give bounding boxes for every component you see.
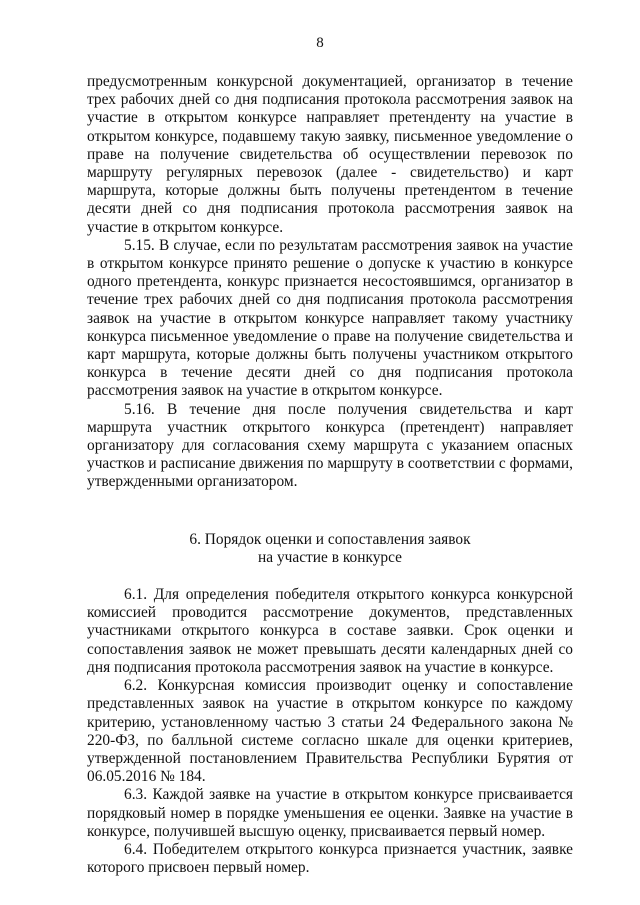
paragraph-6-1: 6.1. Для определения победителя открытого конкурса конкурсной комиссией проводится рассмотрение документов, представленных участниками открытого конкурса в составе заявки. Срок оценки и сопоставления заявок не может превышать десяти календарных дней со дня подписания протокола рассмотрения заявок на участие в конкурсе. [87,586,573,676]
document-body [87,73,573,877]
paragraph-6-3: 6.3. Каждой заявке на участие в открытом конкурсе присваивается порядковый номер в порядке уменьшения ее оценки. Заявке на участие в конкурсе, получившей высшую оценку, присваивается первый номер. [87,786,573,840]
paragraph-6-2: 6.2. Конкурсная комиссия производит оценку и сопоставление представленных заявок на участие в открытом конкурсе по каждому критерию, установленному частью 3 статьи 24 Федерального закона № 220-ФЗ, по балльной системе согласно шкале для оценки критериев, утвержденной постановлением Правительства Республики Бурятия от 06.05.2016 № 184. [87,677,573,786]
paragraph-5-15: 5.15. В случае, если по результатам рассмотрения заявок на участие в открытом конкурсе принято решение о допуске к участию в конкурсе одного претендента, конкурс признается несостоявшимся, организатор в течение трех рабочих дней со дня подписания протокола рассмотрения заявок на участие в открытом конкурсе направляет такому участнику конкурса письменное уведомление о праве на получение свидетельства и карт маршрута, которые должны быть получены участником открытого конкурса в течение десяти дней со дня подписания протокола рассмотрения заявок на участие в открытом конкурсе. [87,236,573,400]
paragraph-5-16: 5.16. В течение дня после получения свидетельства и карт маршрута участник открытого конкурса (претендент) направляет организатору для согласования схему маршрута с указанием опасных участков и расписание движения по маршруту в соответствии с формами, утвержденными организатором. [87,400,573,491]
section-heading-line-1: 6. Порядок оценки и сопоставления заявок [189,530,471,548]
section-heading-line-2: на участие в конкурсе [258,548,402,566]
paragraph-continuation: предусмотренным конкурсной документацией, организатор в течение трех рабочих дней со дня подписания протокола рассмотрения заявок на участие в открытом конкурсе направляет претенденту на участие в открытом конкурсе, подавшему такую заявку, письменное уведомление о праве на получение свидетельства об осуществлении перевозок по маршруту регулярных перевозок (далее - свидетельство) и карт маршрута, которые должны быть получены претендентом в течение десяти дней со дня подписания протокола рассмотрения заявок на участие в открытом конкурсе. [87,73,573,236]
page-number: 8 [316,35,324,51]
paragraph-6-4: 6.4. Победителем открытого конкурса признается участник, заявке которого присвоен первый номер. [87,840,573,877]
section-heading [87,531,573,567]
